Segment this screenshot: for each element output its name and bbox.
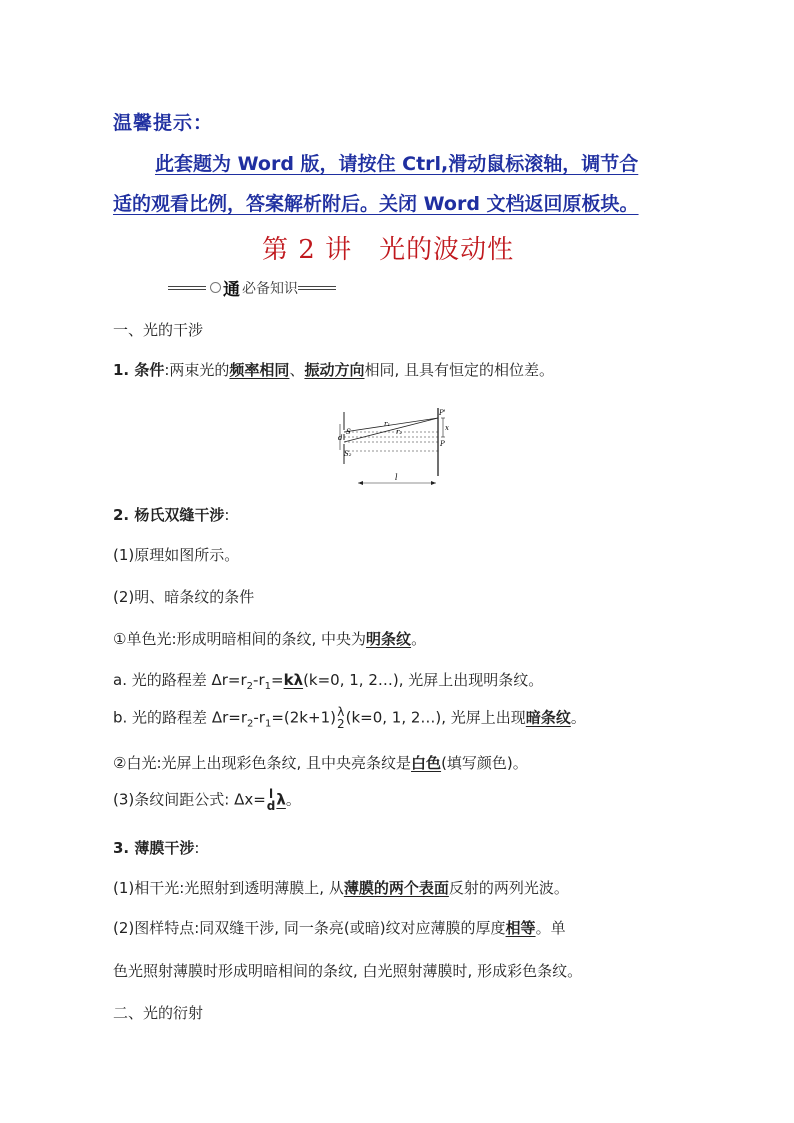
header-rule-left	[168, 286, 206, 290]
magnifier-icon	[210, 282, 221, 293]
tip-title: 温馨提示：	[113, 112, 214, 134]
label-r2: r₂	[396, 428, 403, 436]
paragraph-condition	[113, 359, 554, 380]
paragraph-mono	[113, 628, 426, 649]
label-l: l	[395, 473, 398, 482]
denominator: d	[266, 799, 276, 813]
label-d: d	[338, 434, 343, 442]
text: 。	[285, 790, 301, 809]
answer: kλ	[283, 671, 304, 689]
text: 、	[289, 361, 305, 379]
answer: 暗条纹	[525, 708, 571, 727]
text: (1)相干光:光照射到透明薄膜上, 从	[113, 879, 344, 897]
text: ①单色光:形成明暗相间的条纹, 中央为	[113, 630, 367, 648]
paragraph-dark	[113, 706, 586, 730]
section-2-title: 二、光的衍射	[113, 1004, 204, 1022]
numerator: l	[269, 787, 274, 801]
tong-mark: 通	[223, 280, 240, 300]
term: 1. 条件	[113, 361, 165, 379]
text: (k=0, 1, 2…), 光屏上出现	[345, 708, 526, 727]
label-r1: r₁	[384, 420, 391, 428]
tip-line-2: 适的观看比例，答案解析附后。关闭 Word 文档返回原板块。	[113, 193, 639, 215]
paragraph-conditions: (2)明、暗条纹的条件	[113, 588, 255, 606]
label-x: x	[445, 424, 449, 432]
text: 反射的两列光波。	[448, 879, 569, 897]
text: (2)图样特点:同双缝干涉, 同一条亮(或暗)纹对应薄膜的厚度	[113, 919, 506, 937]
denominator: 2	[336, 717, 345, 731]
subscript: 1	[264, 718, 272, 730]
paragraph-white	[113, 752, 528, 773]
fraction	[267, 788, 276, 812]
paragraph-pattern	[113, 917, 566, 938]
text: -r	[253, 671, 265, 689]
term: 2. 杨氏双缝干涉	[113, 506, 225, 524]
lesson-title: 第 2 讲 光的波动性	[262, 235, 515, 265]
tip-line-1: 此套题为 Word 版，请按住 Ctrl,滑动鼠标滚轴，调节合	[155, 153, 639, 175]
text: :两束光的	[164, 361, 230, 379]
paragraph-thin-film	[113, 837, 199, 858]
label-p: P	[440, 440, 445, 448]
answer: 明条纹	[366, 630, 412, 648]
answer: 薄膜的两个表面	[343, 879, 449, 897]
double-slit-diagram	[330, 404, 450, 490]
text: (填写颜色)。	[441, 754, 528, 772]
subscript: 2	[247, 718, 254, 730]
answer: 频率相同	[229, 361, 290, 379]
text: 。	[570, 708, 586, 727]
text: 。单	[535, 919, 566, 937]
text: (3)条纹间距公式: Δx=	[113, 790, 266, 809]
paragraph-principle: (1)原理如图所示。	[113, 546, 240, 564]
text: a. 光的路程差 Δr=r	[113, 671, 247, 689]
term: 3. 薄膜干涉	[113, 839, 195, 857]
answer: 白色	[411, 754, 442, 772]
paragraph-bright	[113, 669, 543, 692]
text: -r	[253, 708, 265, 727]
text: =	[271, 671, 284, 689]
numerator: λ	[337, 705, 345, 719]
text: :	[224, 506, 230, 524]
fraction	[337, 706, 345, 730]
paragraph-pattern-cont: 色光照射薄膜时形成明暗相间的条纹, 白光照射薄膜时, 形成彩色条纹。	[113, 962, 583, 980]
paragraph-young	[113, 504, 229, 525]
text: 。	[411, 630, 427, 648]
section-header-label: 必备知识	[242, 280, 298, 297]
answer: 相等	[505, 919, 536, 937]
subscript: 2	[246, 681, 254, 692]
text: =(2k+1)	[271, 708, 336, 727]
subscript: 1	[264, 681, 272, 692]
paragraph-spacing	[113, 788, 301, 812]
label-s2: S₂	[344, 450, 352, 458]
paragraph-coherent	[113, 877, 569, 898]
section-1-title: 一、光的干涉	[113, 321, 204, 339]
text: ②白光:光屏上出现彩色条纹, 且中央亮条纹是	[113, 754, 412, 772]
text: :	[194, 839, 200, 857]
answer: λ	[276, 790, 286, 809]
label-s: S	[346, 428, 351, 436]
section-header	[168, 275, 336, 300]
text: b. 光的路程差 Δr=r	[113, 708, 247, 727]
text: 相同, 且具有恒定的相位差。	[364, 361, 555, 379]
answer: 振动方向	[304, 361, 365, 379]
label-p-prime: P'	[439, 409, 446, 417]
header-rule-right	[298, 286, 336, 290]
text: (k=0, 1, 2…), 光屏上出现明条纹。	[303, 671, 544, 689]
